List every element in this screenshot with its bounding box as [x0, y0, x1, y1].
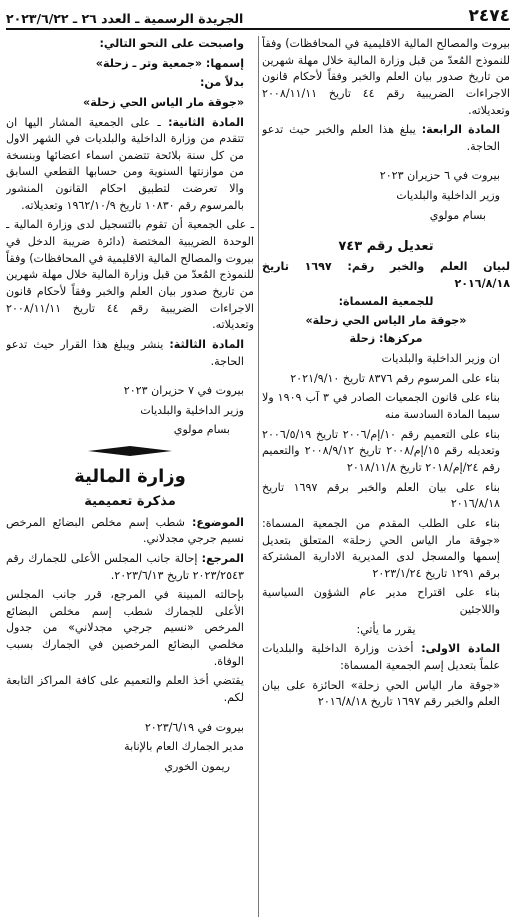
old-name: «جوقة مار الياس الحي زحلة»	[83, 95, 244, 109]
basis-3: بناء على التعميم رقم ١٠/إم/٢٠٠٦ تاريخ ٢٠٠٦/٥/١٩ وتعديله رقم ١٥/إم/٢٠٠٨ تاريخ ٢٠٠٨/٩/١٢ والتعميم رقم ٢٤/إم/٢٠١٨ تاريخ ٢٠١٨/١١/٨	[262, 427, 500, 474]
association-hq: مركزها: زحلة	[349, 332, 423, 346]
article-1	[262, 641, 510, 674]
basis-2: بناء على قانون الجمعيات الصادر في ٣ آب ١٩٠٩ ولا سيما المادة السادسة منه	[262, 391, 500, 422]
reference-text: إحالة جانب المجلس الأعلى للجمارك رقم ٢٠٢٣/٢٥٤٣ تاريخ ٢٠٢٣/٦/١٣.	[6, 551, 244, 582]
gazette-issue-info: الجريدة الرسمية ـ العدد ٢٦ ـ ٢٠٢٣/٦/٢٢	[6, 11, 244, 26]
spacer	[262, 227, 510, 237]
page-number: ٢٤٧٤	[468, 6, 510, 26]
article-3-label: المادة الثالثة:	[169, 337, 244, 351]
article-3	[6, 337, 254, 370]
spacer	[262, 158, 510, 168]
subject-label: الموضوع:	[191, 515, 244, 529]
association-label: للجمعية المسماة:	[338, 295, 434, 309]
right-column	[262, 36, 510, 919]
reference-label: المرجع:	[201, 551, 244, 565]
memo-signer-name: ريمون الخوري	[164, 759, 230, 773]
memo-heading: مذكرة تعميمية	[84, 494, 176, 510]
memo-reference	[6, 551, 254, 584]
section-ornament	[6, 445, 254, 457]
article-1-text: أخذت وزارة الداخلية والبلديات علماً بتعديل إسم الجمعية المسماة:	[262, 642, 500, 672]
article-2-label: المادة الثانية:	[168, 115, 244, 129]
signature-name: بسام مولوي	[173, 423, 230, 437]
basis-6: بناء على اقتراح مدير عام الشؤون السياسية واللاجئين	[262, 586, 500, 617]
decision-subtitle: لبيان العلم والخبر رقم: ١٦٩٧ تاريخ ٢٠١٦/٨/١٨	[262, 259, 510, 290]
article-2-text: ـ على الجمعية المشار اليها ان تتقدم من وزارة الداخلية والبلديات في الشهر الاول من كل سنة بلائحة تتضمن اسماء اعضائها وبنسخة من موازنتها السنوية ومن حسابها القطعي السابق والا تعرضت لتطبيق احكام القانون المنشور بالمرسوم رقم ١٠٨٣٠ تاريخ ١٩٦٢/١٠/٩ وتعديلاته.	[6, 115, 244, 212]
article-1-label: المادة الاولى:	[421, 642, 500, 656]
article-1-continuation: «جوقة مار الياس الحي زحلة» الحائزة على بيان العلم والخبر رقم ١٦٩٧ تاريخ ٢٠١٦/٨/١٨	[262, 678, 500, 709]
instead-of: بدلاً من:	[200, 76, 244, 90]
ministry-heading: وزارة المالية	[74, 466, 186, 488]
article-2	[6, 115, 254, 215]
signature-date: بيروت في ٦ حزيران ٢٠٢٣	[379, 169, 500, 183]
decides-heading: يقرر ما يأتي:	[356, 622, 416, 636]
association-name: «جوقة مار الياس الحي زحلة»	[305, 313, 467, 327]
signature-title: وزير الداخلية والبلديات	[140, 403, 244, 417]
article-3-text: ينشر ويبلغ هذا القرار حيث تدعو الحاجة.	[6, 337, 244, 368]
basis-4: بناء على بيان العلم والخبر برقم ١٦٩٧ تاريخ ٢٠١٦/٨/١٨	[262, 480, 501, 511]
column-divider	[258, 36, 259, 917]
signature-name: بسام مولوي	[429, 208, 486, 222]
spacer	[6, 710, 254, 720]
memo-instruction: يقتضي أخذ العلم والتعميم على كافة المراكز التابعة لكم.	[6, 674, 244, 704]
continued-paragraph: بيروت والمصالح المالية الاقليمية في المحافظات) وفقاً للنموذج المُعدّ من قبل وزارة المالية خلال مهلة شهرين من تاريخ صدور بيان العلم والخبر وفقاً لأحكام قانون الاجراءات الضريبية رقم ٤٤ تاريخ ٢٠٠٨/١١/١١ وتعديلاته.	[262, 37, 510, 117]
new-name: إسمها: «جمعية وتر ـ زحلة»	[95, 56, 244, 70]
article-4-label: المادة الرابعة:	[421, 123, 500, 137]
ornament-divider-icon	[88, 445, 172, 457]
became-heading: واصبحت على النحو التالي:	[99, 37, 244, 50]
left-column	[6, 36, 254, 919]
article-4-text: يبلغ هذا العلم والخبر حيث تدعو الحاجة.	[262, 123, 500, 153]
article-2-tax-registration: ـ على الجمعية أن تقوم بالتسجيل لدى وزارة المالية ـ الوحدة الضريبية المختصة (دائرة ضريبة الدخل في بيروت والمصالح المالية الاقليمية في المحافظات) وفقاً للنموذج المُعدّ من قبل وزارة المالية خلال مهلة شهرين من تاريخ صدور بيان العلم والخبر وفقاً لأحكام قانون الاجراءات الضريبية رقم ٤٤ تاريخ ٢٠٠٨/١١/١١ وتعديلاته.	[6, 218, 254, 332]
article-4	[262, 122, 510, 155]
spacer	[6, 373, 254, 383]
signature-title: وزير الداخلية والبلديات	[396, 189, 500, 203]
memo-subject	[6, 515, 254, 548]
memo-signer-title: مدير الجمارك العام بالإنابة	[124, 740, 244, 754]
basis-5: بناء على الطلب المقدم من الجمعية المسماة: «جوقة مار الياس الحي زحلة» المتعلق بتعديل إسمها والمسجل لدى المديرية الادارية المشتركة برقم ١٢٩١ تاريخ ٢٠٢٣/١/٢٤	[262, 516, 500, 580]
basis-1: بناء على المرسوم رقم ٨٣٧٦ تاريخ ٢٠٢١/٩/١٠	[290, 371, 500, 385]
memo-date: بيروت في ٢٠٢٣/٦/١٩	[144, 720, 244, 734]
signature-date: بيروت في ٧ حزيران ٢٠٢٣	[123, 384, 244, 398]
decision-title: تعديل رقم ٧٤٣	[338, 239, 434, 255]
memo-body: بإحالته المبينة في المرجع، قرر جانب المجلس الأعلى للجمارك شطب إسم مخلص البضائع المرخص «نسيم جرجي مجدلاني» من جدول مخلصي البضائع المرخصين في الجمارك بسبب الوفاة.	[6, 588, 244, 668]
minister-intro: ان وزير الداخلية والبلديات	[381, 352, 500, 366]
subject-text: شطب إسم مخلص البضائع المرخص نسيم جرجي مجدلاني.	[6, 515, 244, 546]
page-header	[6, 4, 510, 30]
